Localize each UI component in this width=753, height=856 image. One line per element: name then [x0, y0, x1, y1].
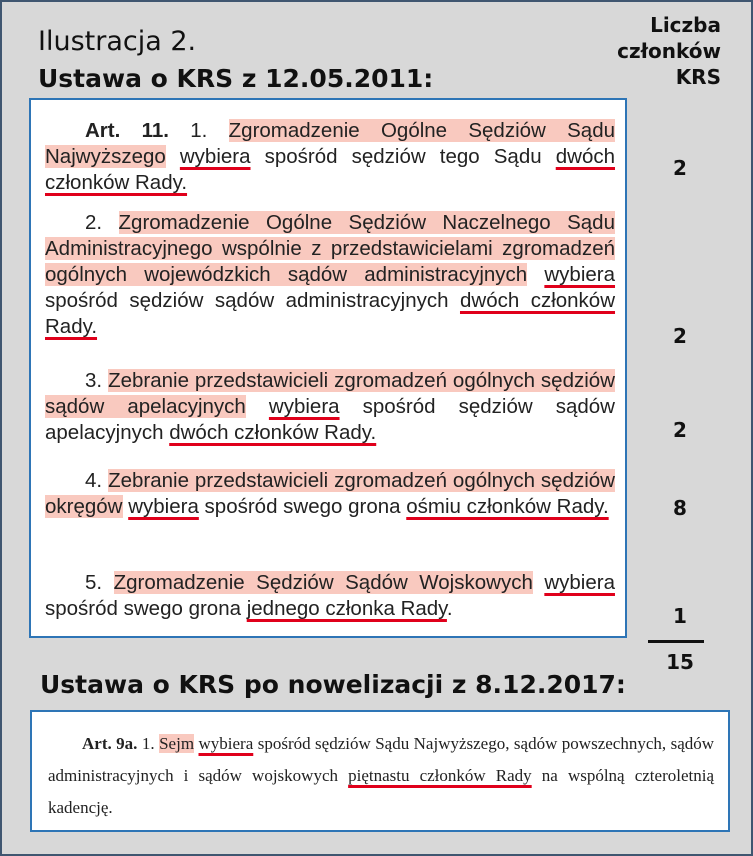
- section1-heading: Ustawa o KRS z 12.05.2011:: [38, 64, 434, 93]
- article-lead: Art. 11.: [85, 119, 169, 142]
- section2-heading: Ustawa o KRS po nowelizacji z 8.12.2017:: [40, 670, 626, 699]
- count-header-line: Liczba: [650, 13, 721, 37]
- count-column-header: [581, 12, 721, 90]
- article-11-box: [29, 98, 627, 638]
- sum-line: [648, 640, 704, 643]
- paragraph-number: 5.: [85, 571, 103, 594]
- paragraph-number: 4.: [85, 469, 103, 492]
- count-header-line: członków: [617, 39, 721, 63]
- paragraph-number: 3.: [85, 369, 103, 392]
- article-11-paragraph-3: [45, 368, 615, 446]
- paragraph-number: 2.: [85, 211, 103, 234]
- article-11-paragraph-1: [45, 118, 615, 196]
- illustration-title: Ilustracja 2.: [38, 26, 197, 57]
- member-count-4: 8: [673, 496, 687, 520]
- article-lead: Art. 9a.: [82, 734, 138, 753]
- article-9a-paragraph: [48, 728, 714, 824]
- paragraph-body: Zebranie przedstawicieli zgromadzeń ogólnych sędziów sądów apelacyjnych wybiera spośród sędziów sądów apelacyjnych dwóch członków Rady.: [45, 369, 615, 444]
- article-9a-box: [30, 710, 730, 832]
- member-count-5: 1: [673, 604, 687, 628]
- paragraph-body: Zgromadzenie Sędziów Sądów Wojskowych wybiera spośród swego grona jednego członka Rady.: [45, 571, 615, 620]
- member-count-2: 2: [673, 324, 687, 348]
- article-11-paragraph-4: [45, 468, 615, 520]
- count-header-line: KRS: [675, 65, 721, 89]
- paragraph-number: 1.: [190, 119, 208, 142]
- paragraph-body: Zebranie przedstawicieli zgromadzeń ogólnych sędziów okręgów wybiera spośród swego grona ośmiu członków Rady.: [45, 469, 615, 518]
- paragraph-body: Zgromadzenie Ogólne Sędziów Naczelnego Sądu Administracyjnego wspólnie z przedstawicielami zgromadzeń ogólnych wojewódzkich sądów administracyjnych wybiera spośród sędziów sądów administracyjnych dwóch członków Rady.: [45, 211, 616, 338]
- paragraph-body: Sejm wybiera spośród sędziów Sądu Najwyższego, sądów powszechnych, sądów administracyjnych i sądów wojskowych piętnastu członków Rady na wspólną czteroletnią kadencję.: [48, 734, 715, 817]
- paragraph-number: 1.: [141, 734, 155, 753]
- member-count-3: 2: [673, 418, 687, 442]
- member-count-1: 2: [673, 156, 687, 180]
- article-11-paragraph-2: [45, 210, 615, 340]
- paragraph-body: Zgromadzenie Ogólne Sędziów Sądu Najwyższego wybiera spośród sędziów tego Sądu dwóch członków Rady.: [45, 119, 616, 194]
- article-11-paragraph-5: [45, 570, 615, 622]
- total-count: 15: [666, 650, 694, 674]
